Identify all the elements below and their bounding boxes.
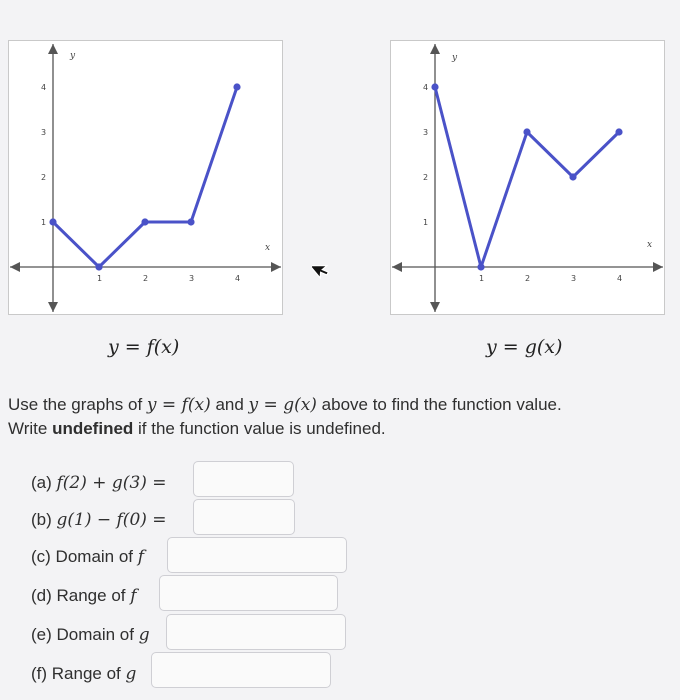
g-y-tick-label: 3 [423,128,429,137]
question-prefix: (f) Range of [31,664,126,683]
instructions-line-2 [8,417,658,441]
g-y-tick-label: 4 [423,83,429,92]
f-data-point [49,218,56,225]
g-data-point [477,263,484,270]
question-math: f [130,586,137,606]
instructions-text: above to find the function value. [316,395,562,414]
answer-b-input[interactable] [193,499,295,535]
instructions-math-f: y = f(x) [146,395,211,415]
graph-f [8,40,283,315]
question-f-label [31,664,136,684]
answer-a-input[interactable] [193,461,294,497]
question-math: f [137,547,145,567]
question-math: g [138,625,150,645]
graph-g [390,40,665,315]
g-data-point [523,128,530,135]
f-y-tick-label: 1 [41,218,47,227]
f-x-tick-label: 3 [189,274,195,283]
g-data-point [615,128,622,135]
answer-d-input[interactable] [159,575,338,611]
g-data-point [431,83,438,90]
graph-g-caption-prefix: y = [486,336,525,358]
graph-f-y-axis-label: y [70,51,76,61]
f-y-tick-label: 2 [41,173,47,182]
f-data-point [233,83,240,90]
instructions-text: if the function value is undefined. [133,419,386,438]
graph-f-caption-prefix: y = [108,336,147,358]
graph-f-caption [108,336,179,358]
question-prefix: (b) [31,510,57,529]
g-x-tick-label: 1 [479,274,485,283]
f-x-tick-label: 4 [235,274,241,283]
g-x-tick-label: 4 [617,274,623,283]
answer-c-input[interactable] [167,537,347,573]
question-prefix: (c) Domain of [31,547,138,566]
f-x-tick-label: 2 [143,274,149,283]
graph-f-caption-func: f(x) [146,336,180,358]
f-data-point [141,218,148,225]
question-b-label [31,510,167,530]
graph-g-y-axis-label: y [452,53,458,63]
instructions-line-1 [8,393,658,417]
question-e [31,615,150,655]
question-prefix: (a) [31,473,57,492]
question-a-label [31,473,167,493]
graph-g-caption-func: g(x) [524,336,563,358]
g-x-tick-label: 3 [571,274,577,283]
question-b [31,500,167,540]
instructions-text: and [210,395,249,414]
mouse-cursor-icon [312,257,330,284]
instructions-bold-undefined: undefined [52,419,134,438]
question-d-label [31,586,137,606]
f-data-point [187,218,194,225]
question-prefix: (e) Domain of [31,625,139,644]
graph-f-x-axis-label: x [265,243,271,253]
instructions-math-g: y = g(x) [248,395,317,415]
question-f [31,654,136,694]
graph-g-x-axis-label: x [647,240,653,250]
question-c [31,537,144,577]
instructions-text: Use the graphs of [8,395,147,414]
graph-g-caption [486,336,562,358]
g-x-tick-label: 2 [525,274,531,283]
question-a [31,463,167,503]
g-data-point [569,173,576,180]
answer-e-input[interactable] [166,614,346,650]
question-e-label [31,625,150,645]
f-y-tick-label: 3 [41,128,47,137]
f-y-tick-label: 4 [41,83,47,92]
g-y-tick-label: 1 [423,218,429,227]
f-data-point [95,263,102,270]
g-y-tick-label: 2 [423,173,429,182]
question-math: g [125,664,137,684]
instructions-text: Write [8,419,53,438]
graph-f-svg [8,40,283,315]
question-prefix: (d) Range of [31,586,131,605]
question-d [31,576,137,616]
answer-f-input[interactable] [151,652,331,688]
question-math: g(1) − f(0) = [56,510,167,530]
question-c-label [31,547,144,567]
f-x-tick-label: 1 [97,274,103,283]
graph-g-svg [390,40,665,315]
instructions [8,393,658,441]
question-math: f(2) + g(3) = [56,473,167,493]
